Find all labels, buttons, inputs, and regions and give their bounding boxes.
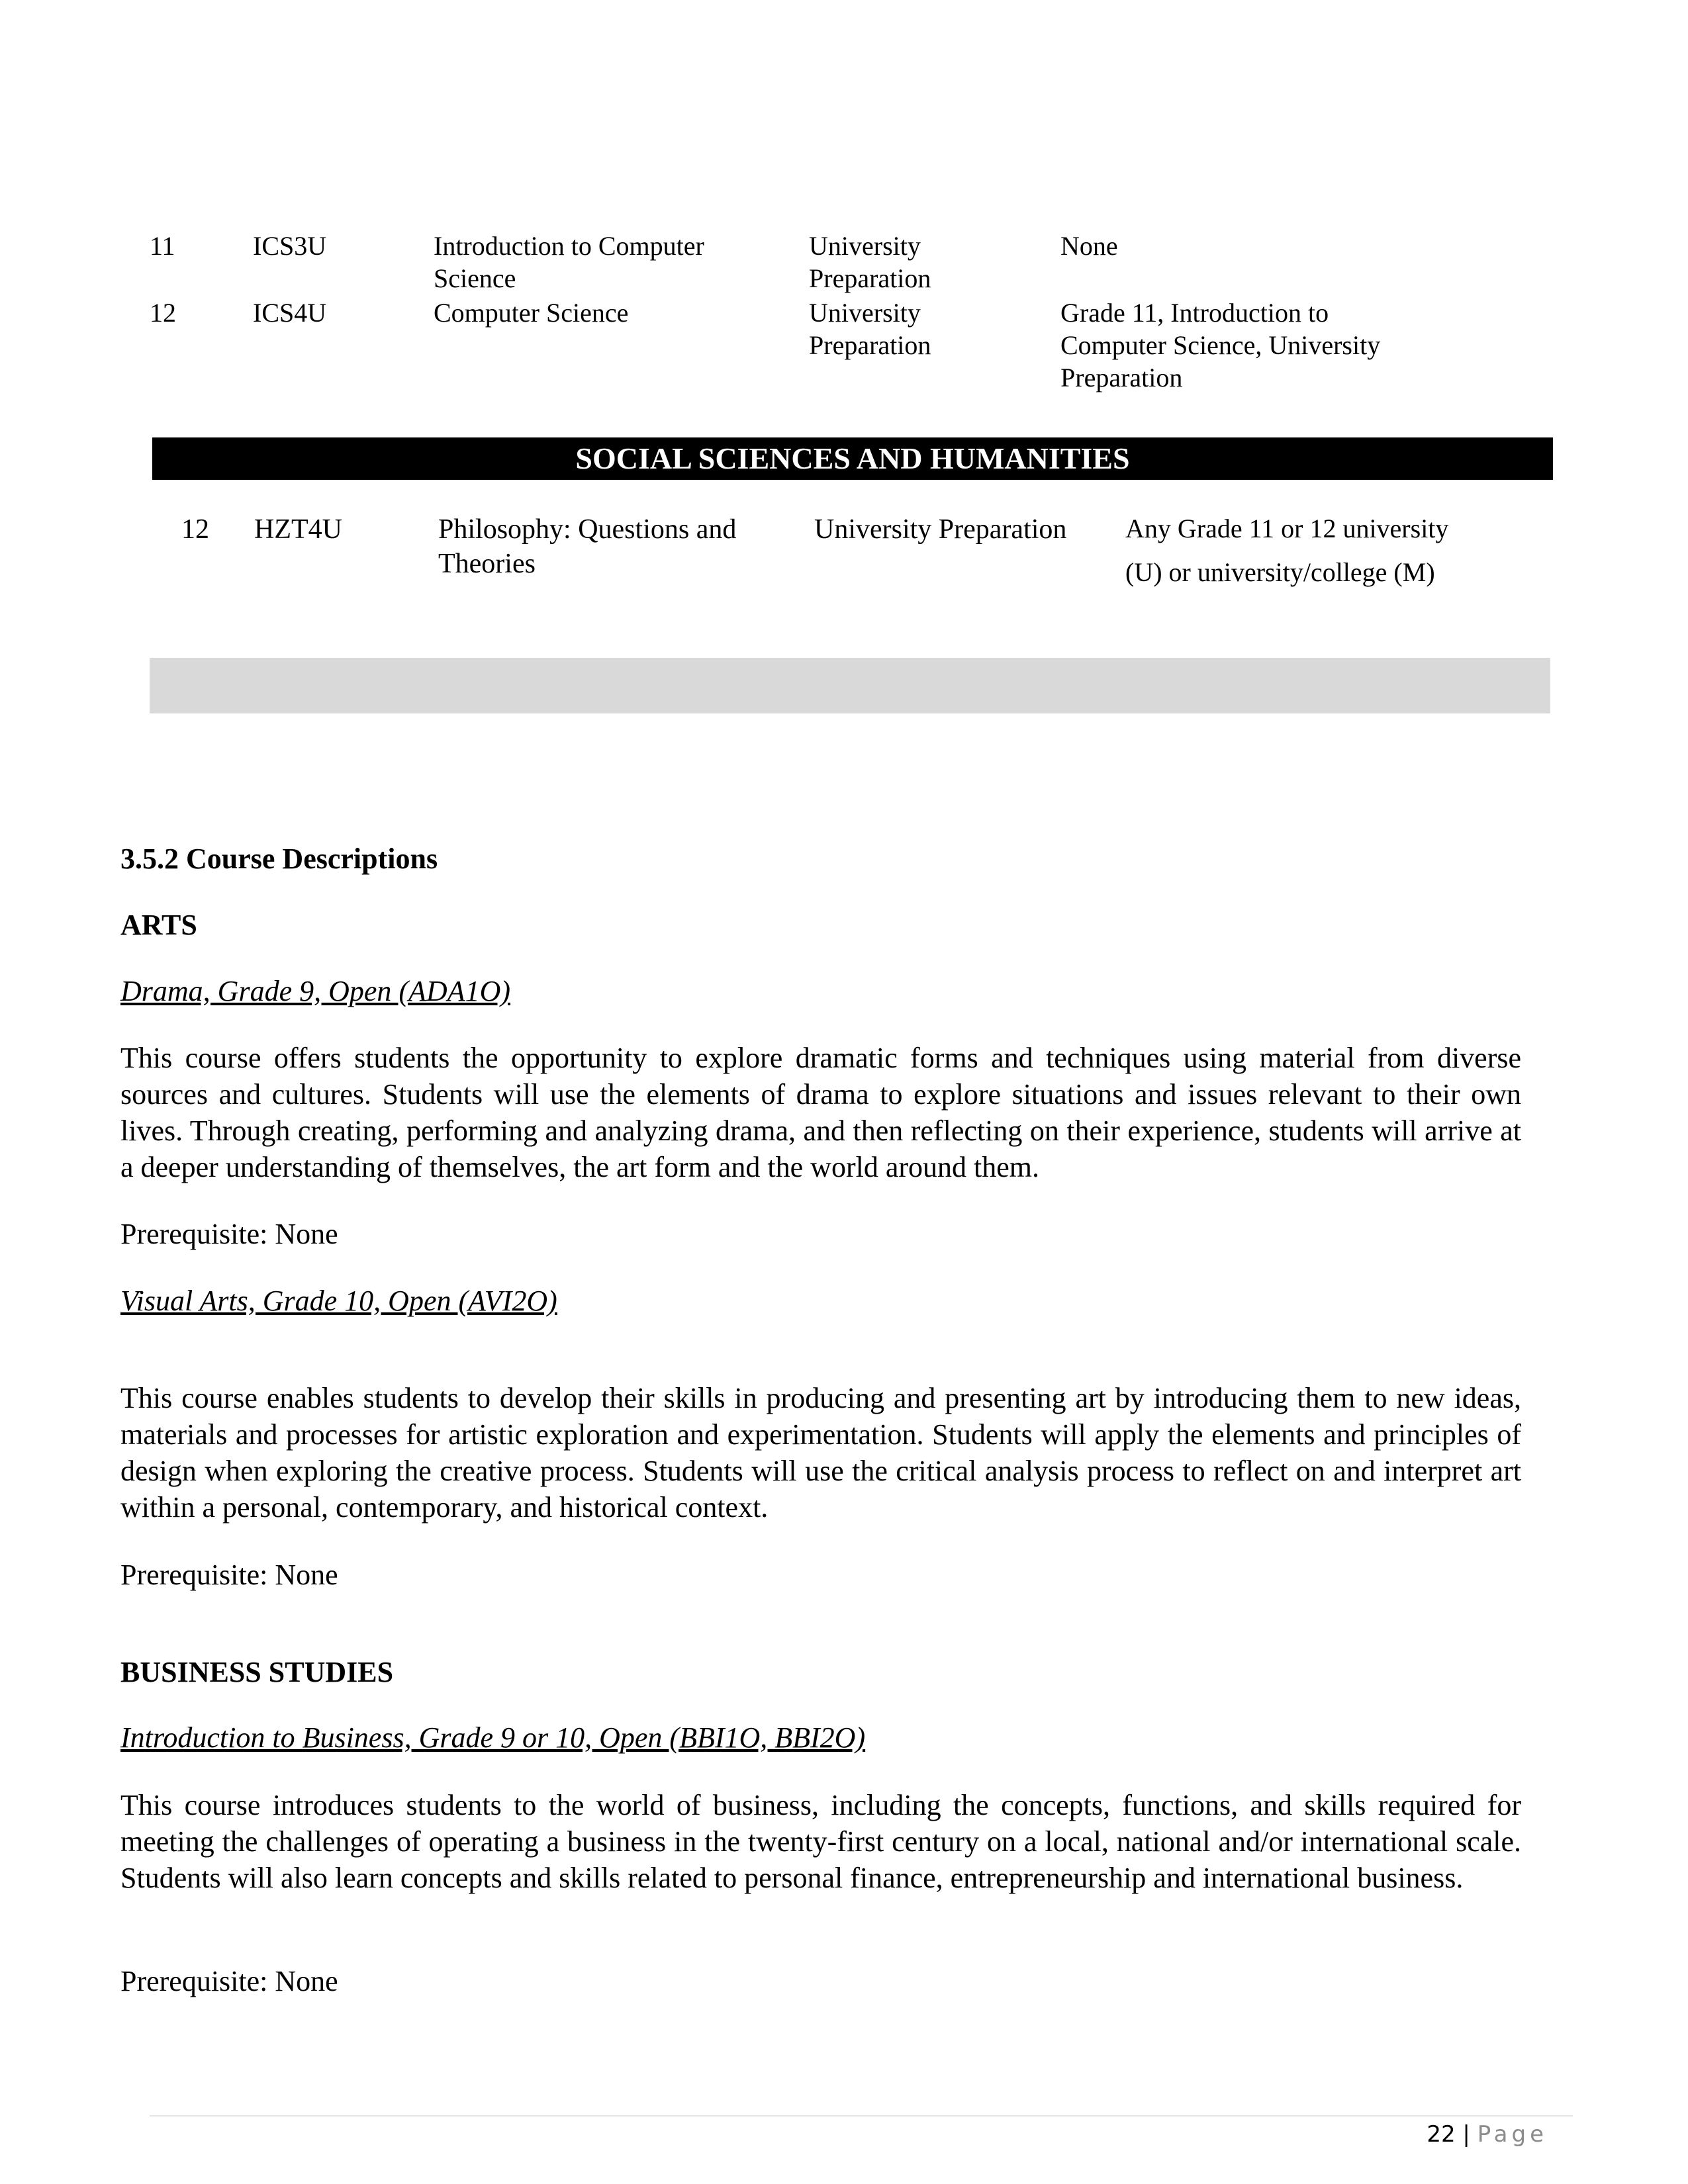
page-number: 22	[1427, 2121, 1456, 2148]
footer-separator: |	[1462, 2121, 1470, 2148]
section-heading: 3.5.2 Course Descriptions	[120, 842, 438, 875]
course-title-cell: Introduction to Computer Science	[434, 231, 704, 293]
prerequisite-cell: None	[1060, 231, 1118, 261]
course-type-cell: University Preparation	[814, 514, 1067, 545]
footer-divider	[150, 2115, 1573, 2116]
section-header-title: SOCIAL SCIENCES AND HUMANITIES	[575, 441, 1130, 475]
business-course-title: Introduction to Business, Grade 9 or 10, Open (BBI1O, BBI2O)	[120, 1721, 866, 1754]
business-course-description: This course introduces students to the world of business, including the concepts, functions, and skills required for meeting the challenges of operating a business in the twenty-first century on a local, national and/or international scale. Students will also learn concepts and skills related to personal finance, entrepreneurship and international business.	[120, 1789, 1521, 1894]
arts-heading: ARTS	[120, 909, 197, 941]
grade-cell: 12	[181, 514, 209, 545]
page-label: Page	[1477, 2121, 1548, 2148]
prerequisite-line-1: Any Grade 11 or 12 university	[1125, 514, 1449, 543]
course-code-cell: ICS3U	[253, 231, 327, 261]
course-title-cell: Philosophy: Questions and Theories	[438, 514, 737, 579]
course-code-cell: HZT4U	[254, 514, 342, 545]
drama-course-title: Drama, Grade 9, Open (ADA1O)	[120, 975, 511, 1007]
course-type-cell: University Preparation	[809, 298, 931, 360]
grade-cell: 11	[150, 231, 175, 261]
business-prerequisite: Prerequisite: None	[120, 1965, 338, 1997]
course-type-cell: University Preparation	[809, 231, 931, 293]
business-heading: BUSINESS STUDIES	[120, 1656, 394, 1688]
prerequisite-cell: Grade 11, Introduction to Computer Science, University Preparation	[1060, 298, 1381, 392]
drama-course-description: This course offers students the opportunity to explore dramatic forms and techniques using material from diverse sources and cultures. Students will use the elements of drama to explore situations and issues relevant to their own lives. Through creating, performing and analyzing drama, and then reflecting on their experience, students will arrive at a deeper understanding of themselves, the art form and the world around them.	[120, 1042, 1521, 1183]
course-code-cell: ICS4U	[253, 298, 327, 328]
prerequisite-line-2: (U) or university/college (M)	[1125, 557, 1435, 587]
visual-arts-prerequisite: Prerequisite: None	[120, 1559, 338, 1591]
visual-arts-course-description: This course enables students to develop their skills in producing and presenting art by introducing them to new ideas, materials and processes for artistic exploration and experimentation. Students will apply the elements and principles of design when exploring the creative process. Students will use the critical analysis process to reflect on and interpret art within a personal, contemporary, and historical context.	[120, 1382, 1521, 1524]
grade-cell: 12	[150, 298, 176, 328]
course-title-cell: Computer Science	[434, 298, 629, 328]
page-footer	[1427, 2120, 1548, 2149]
visual-arts-course-title: Visual Arts, Grade 10, Open (AVI2O)	[120, 1285, 557, 1317]
table-shaded-row	[150, 658, 1550, 713]
drama-prerequisite: Prerequisite: None	[120, 1218, 338, 1250]
